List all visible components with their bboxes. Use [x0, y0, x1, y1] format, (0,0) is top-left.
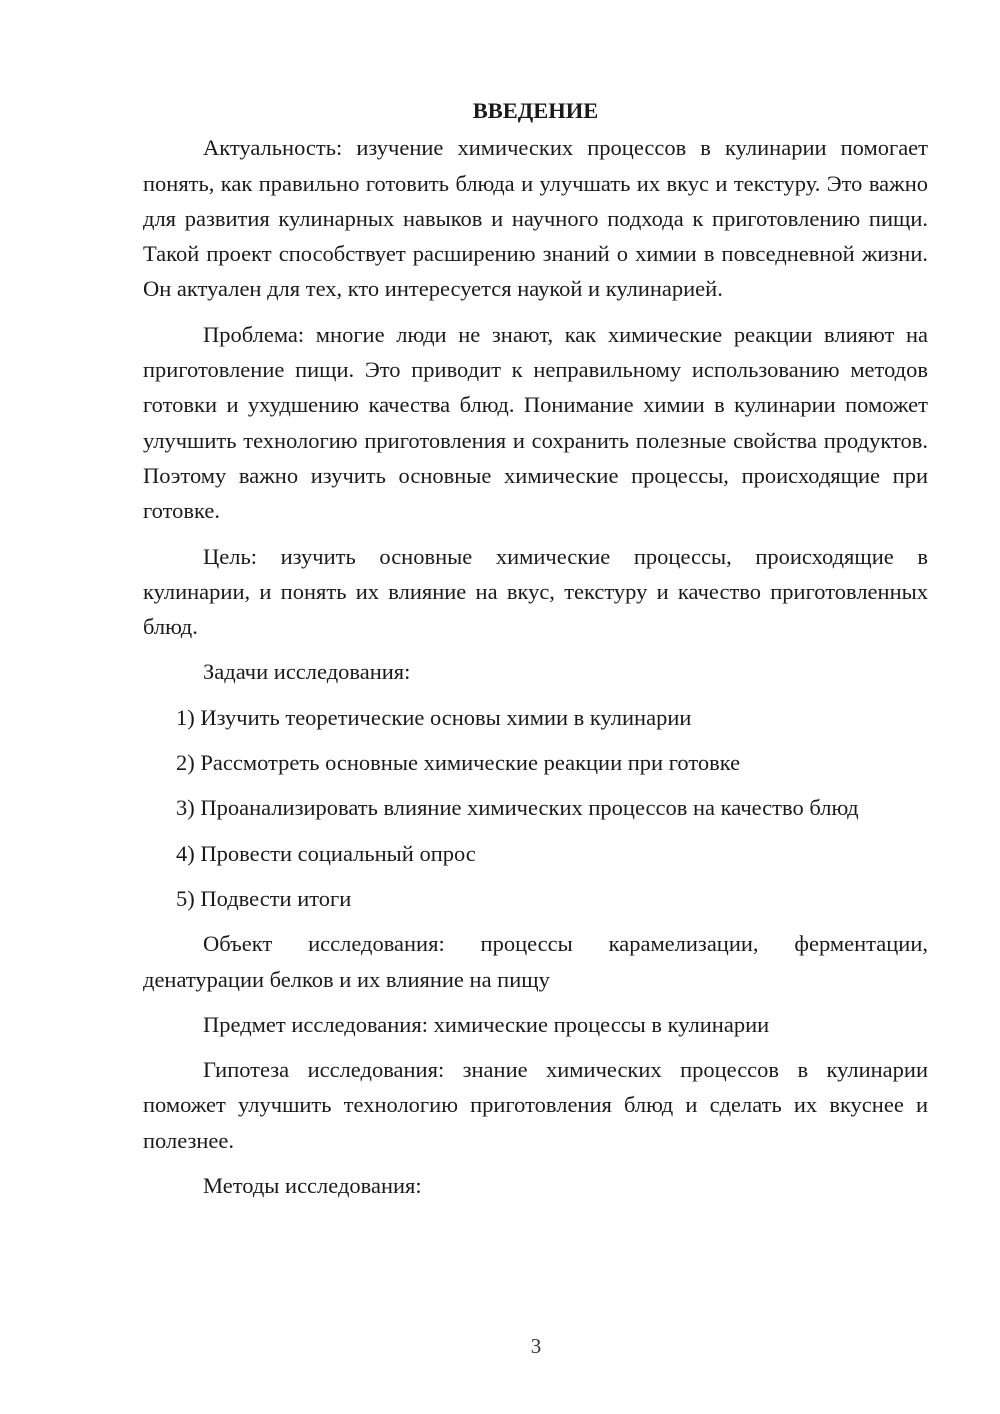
- task-item: 1) Изучить теоретические основы химии в кулинарии: [176, 704, 692, 730]
- paragraph-subject: Предмет исследования: химические процессы в кулинарии: [203, 1011, 770, 1037]
- task-item: 2) Рассмотреть основные химические реакции при готовке: [176, 750, 741, 776]
- page-content: [143, 93, 928, 1203]
- paragraph-problem: Проблема: многие люди не знают, как химические реакции влияют на приготовление пищи. Это приводит к неправильному использованию методов готовки и ухудшению качества блюд. Понимание химии в кулинарии поможет улучшить технологию приготовления и сохранить полезные свойства продуктов. Поэтому важно изучить основные химические процессы, происходящие при готовке.: [143, 321, 928, 524]
- paragraph-relevance: Актуальность: изучение химических процессов в кулинарии помогает понять, как правильно готовить блюда и улучшать их вкус и текстуру. Это важно для развития кулинарных навыков и научного подхода к приготовлению пищи. Такой проект способствует расширению знаний о химии в повседневной жизни. Он актуален для тех, кто интересуется наукой и кулинарией.: [143, 135, 928, 302]
- task-item: 3) Проанализировать влияние химических процессов на качество блюд: [176, 795, 859, 821]
- paragraph-goal: Цель: изучить основные химические процессы, происходящие в кулинарии, и понять их влияние на вкус, текстуру и качество приготовленных блюд.: [143, 543, 928, 640]
- task-item: 5) Подвести итоги: [176, 885, 352, 911]
- section-heading: ВВЕДЕНИЕ: [472, 98, 599, 123]
- methods-title: Методы исследования:: [203, 1173, 422, 1199]
- task-item: 4) Провести социальный опрос: [176, 840, 476, 866]
- page-number: 3: [530, 1334, 542, 1358]
- paragraph-hypothesis: Гипотеза исследования: знание химических процессов в кулинарии поможет улучшить технологию приготовления блюд и сделать их вкуснее и полезнее.: [143, 1057, 928, 1153]
- paragraph-object: Объект исследования: процессы карамелизации, ферментации, денатурации белков и их влияние на пищу: [143, 931, 928, 992]
- tasks-title: Задачи исследования:: [203, 659, 411, 685]
